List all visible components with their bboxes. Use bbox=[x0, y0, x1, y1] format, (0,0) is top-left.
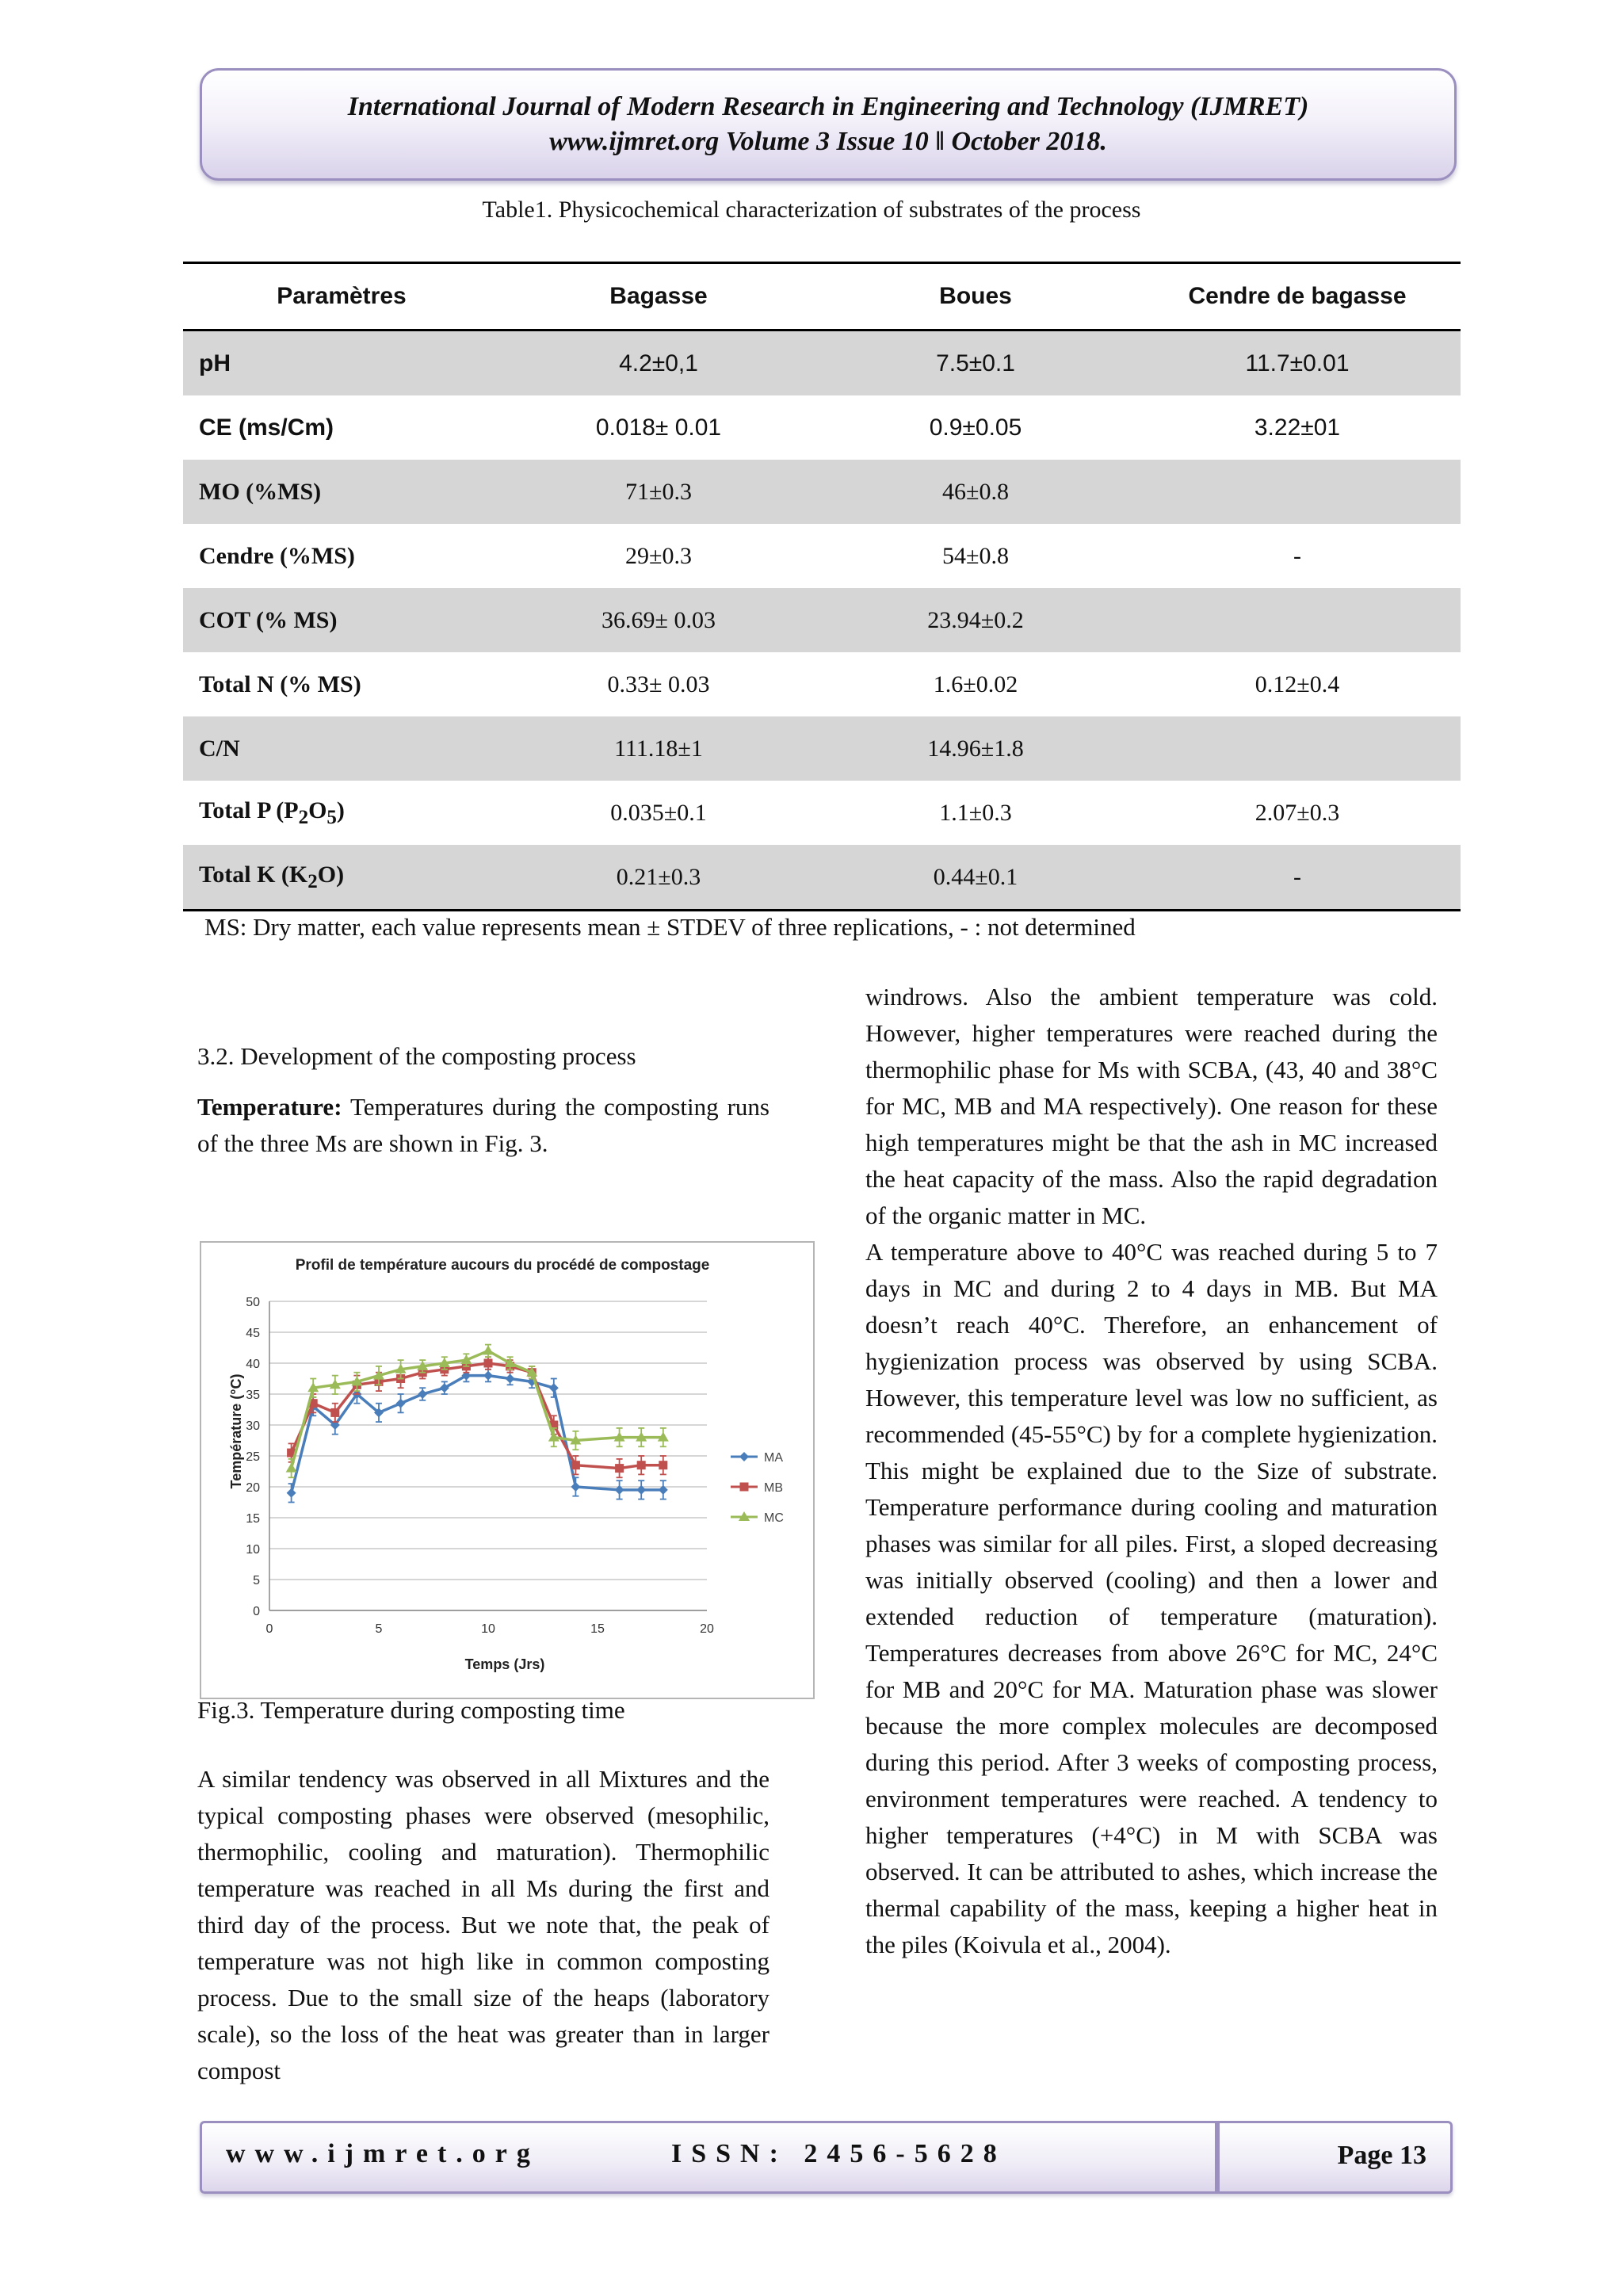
param-subscript: 2 bbox=[298, 806, 309, 828]
x-tick-label: 15 bbox=[590, 1622, 605, 1636]
chart-series-group bbox=[286, 1345, 669, 1503]
right-column bbox=[865, 979, 1438, 1963]
y-tick-label: 35 bbox=[246, 1389, 260, 1402]
cell-boues: 0.44±0.1 bbox=[817, 845, 1134, 911]
row-param bbox=[183, 781, 500, 845]
series-line bbox=[292, 1363, 663, 1469]
data-point bbox=[483, 1345, 494, 1354]
cell-boues: 23.94±0.2 bbox=[817, 588, 1134, 652]
temperature-label: Temperature: bbox=[197, 1093, 342, 1121]
table-caption: Table1. Physicochemical characterization of substrates of the process bbox=[482, 197, 1141, 223]
journal-header bbox=[200, 68, 1457, 181]
temperature-chart bbox=[200, 1241, 815, 1699]
cell-boues: 0.9±0.05 bbox=[929, 414, 1022, 441]
footer-website: www.ijmret.org bbox=[226, 2139, 540, 2168]
cell-bagasse: 36.69± 0.03 bbox=[500, 588, 817, 652]
cell-boues: 7.5±0.1 bbox=[817, 330, 1134, 396]
table-row bbox=[183, 395, 1461, 460]
cell-bagasse: 71±0.3 bbox=[500, 460, 817, 524]
cell-cendre: - bbox=[1293, 542, 1301, 569]
x-tick-label: 0 bbox=[265, 1622, 273, 1636]
legend-label: MA bbox=[764, 1451, 783, 1465]
header-bagasse: Bagasse bbox=[500, 263, 817, 330]
cell-boues: 14.96±1.8 bbox=[817, 716, 1134, 781]
y-tick-label: 25 bbox=[246, 1450, 260, 1464]
cell-cendre: 3.22±01 bbox=[1254, 414, 1341, 441]
temperature-text: Temperatures during the composting runs of the three Ms are shown in Fig. 3. bbox=[197, 1093, 769, 1157]
table-row bbox=[183, 716, 1461, 781]
param-subscript: 5 bbox=[327, 806, 337, 828]
table-row bbox=[183, 460, 1461, 524]
data-point bbox=[330, 1408, 339, 1417]
cell-cendre: 0.12±0.4 bbox=[1254, 670, 1340, 697]
row-param: CE (ms/Cm) bbox=[199, 414, 334, 441]
legend-marker bbox=[739, 1452, 749, 1461]
x-tick-label: 5 bbox=[375, 1622, 383, 1636]
cell-bagasse: 4.2±0,1 bbox=[500, 330, 817, 396]
y-tick-label: 15 bbox=[246, 1512, 260, 1526]
data-point bbox=[418, 1389, 427, 1399]
row-param: C/N bbox=[183, 716, 500, 781]
cell-boues: 46±0.8 bbox=[817, 460, 1134, 524]
table-row bbox=[183, 781, 1461, 845]
y-tick-label: 30 bbox=[246, 1419, 260, 1433]
body-paragraph: A temperature above to 40°C was reached during 5 to 7 days in MC and during 2 to 4 days in MB. But MA doesn’t reach 40°C. Therefore, an enhancement of hygienization process was observed by using SCBA. However, this temperature level was low no sufficient, as recommended (45-55°C) by for a complete hygienization. This might be explained due to the Size of substrate. Temperature performance during cooling and maturation phases was similar for all piles. First, a sloped decreasing was initially observed (cooling) and then a lower and extended reduction of temperature (maturation). Temperatures decreases from above 26°C for MC, 24°C for MB and 20°C for MA. Maturation phase was slower because the more complex molecules are decomposed during this period. After 3 weeks of composting process, environment temperatures were reached. A tendency to higher temperatures (+4°C) in M with SCBA was observed. It can be attributed to ashes, which increase the thermal capability of the mass, keeping a higher heat in the piles (Koivula et al., 2004). bbox=[865, 1238, 1438, 1958]
journal-title: International Journal of Modern Research in Engineering and Technology (IJMRET) bbox=[347, 92, 1309, 121]
data-point bbox=[549, 1383, 559, 1392]
cell-boues: 1.6±0.02 bbox=[933, 670, 1018, 697]
series-line bbox=[292, 1376, 663, 1493]
y-tick-label: 0 bbox=[253, 1605, 260, 1618]
temperature-paragraph bbox=[197, 1089, 769, 1162]
param-subscript: 2 bbox=[307, 870, 318, 892]
param-text: O bbox=[308, 797, 327, 823]
chart-y-axis-label: Température (°C) bbox=[228, 1373, 244, 1489]
header-parametres: Paramètres bbox=[183, 263, 500, 330]
cell-cendre bbox=[1134, 716, 1461, 781]
chart-svg bbox=[201, 1243, 813, 1698]
table-note: MS: Dry matter, each value represents mean ± STDEV of three replications, - : not determined bbox=[204, 913, 1136, 941]
y-tick-label: 40 bbox=[246, 1358, 260, 1371]
cell-bagasse: 0.018± 0.01 bbox=[595, 414, 722, 441]
cell-bagasse: 111.18±1 bbox=[500, 716, 817, 781]
y-tick-label: 45 bbox=[246, 1327, 260, 1340]
cell-cendre: 11.7±0.01 bbox=[1134, 330, 1461, 396]
figure-caption: Fig.3. Temperature during composting time bbox=[197, 1696, 625, 1724]
legend-marker bbox=[740, 1483, 749, 1492]
cell-cendre: 2.07±0.3 bbox=[1254, 799, 1340, 826]
header-cendre: Cendre de bagasse bbox=[1134, 263, 1461, 330]
data-point bbox=[637, 1461, 646, 1469]
data-point bbox=[615, 1464, 624, 1473]
body-paragraph: windrows. Also the ambient temperature was cold. However, higher temperatures were reached during the thermophilic phase for Ms with SCBA, (43, 40 and 38°C for MC, MB and MA respectively). One reason for these high temperatures might be that the ash in MC increased the heat capacity of the mass. Also the rapid degradation of the organic matter in MC. bbox=[865, 983, 1438, 1229]
cell-cendre: - bbox=[1134, 845, 1461, 911]
data-point bbox=[396, 1399, 406, 1408]
substrate-table bbox=[183, 262, 1461, 911]
param-text: Total P (P bbox=[199, 797, 299, 823]
series-ma bbox=[287, 1370, 668, 1503]
y-tick-label: 5 bbox=[253, 1574, 260, 1587]
table-row bbox=[183, 588, 1461, 652]
journal-issue: www.ijmret.org Volume 3 Issue 10 ǁ October 2018. bbox=[549, 127, 1107, 156]
y-tick-label: 50 bbox=[246, 1296, 260, 1309]
chart-title: Profil de température aucours du procédé de compostage bbox=[295, 1257, 710, 1274]
param-text: Total K (K bbox=[199, 861, 308, 888]
cell-cendre bbox=[1134, 588, 1461, 652]
y-tick-label: 10 bbox=[246, 1543, 260, 1557]
cell-bagasse: 0.21±0.3 bbox=[500, 845, 817, 911]
footer-page-number: Page 13 bbox=[1337, 2141, 1426, 2170]
legend-label: MC bbox=[764, 1511, 784, 1525]
table-row bbox=[183, 652, 1461, 716]
x-tick-label: 10 bbox=[481, 1622, 495, 1636]
cell-bagasse: 0.33± 0.03 bbox=[607, 670, 710, 697]
chart-legend bbox=[731, 1451, 784, 1525]
data-point bbox=[484, 1359, 493, 1368]
row-param: Total N (% MS) bbox=[199, 670, 361, 697]
param-text: O) bbox=[317, 861, 345, 888]
page-footer bbox=[200, 2121, 1453, 2194]
footer-issn: ISSN: 2456-5628 bbox=[671, 2139, 1006, 2168]
data-point bbox=[571, 1461, 580, 1469]
table-header-row bbox=[183, 263, 1461, 330]
y-tick-label: 20 bbox=[246, 1481, 260, 1495]
cell-bagasse: 0.035±0.1 bbox=[610, 799, 707, 826]
footer-divider bbox=[1215, 2123, 1220, 2191]
body-paragraph: A similar tendency was observed in all Mixtures and the typical composting phases were observed (mesophilic, thermophilic, cooling and maturation). Thermophilic temperature was reached in all Ms during the first and third day of the process. But we note that, the peak of temperature was not high like in common composting process. Due to the small size of the heaps (laboratory scale), so the loss of the heat was greater than in larger compost bbox=[197, 1765, 769, 2084]
row-param: MO (%MS) bbox=[183, 460, 500, 524]
data-point bbox=[506, 1374, 515, 1384]
legend-label: MB bbox=[764, 1481, 783, 1495]
cell-boues: 1.1±0.3 bbox=[939, 799, 1012, 826]
row-param: pH bbox=[183, 330, 500, 396]
data-point bbox=[483, 1371, 493, 1381]
row-param: Cendre (%MS) bbox=[199, 542, 355, 569]
param-text: ) bbox=[336, 797, 345, 823]
cell-cendre bbox=[1134, 460, 1461, 524]
cell-boues: 54±0.8 bbox=[942, 542, 1009, 569]
section-heading: 3.2. Development of the composting process bbox=[197, 1042, 636, 1070]
data-point bbox=[571, 1482, 580, 1492]
table-row bbox=[183, 330, 1461, 396]
data-point bbox=[659, 1461, 667, 1469]
header-boues: Boues bbox=[817, 263, 1134, 330]
table-row bbox=[183, 524, 1461, 588]
chart-x-axis-label: Temps (Jrs) bbox=[464, 1656, 545, 1672]
row-param bbox=[183, 845, 500, 911]
left-column-upper bbox=[197, 1038, 769, 1162]
cell-bagasse: 29±0.3 bbox=[625, 542, 692, 569]
table-row bbox=[183, 845, 1461, 911]
left-column-lower bbox=[197, 1761, 769, 2089]
row-param: COT (% MS) bbox=[183, 588, 500, 652]
data-point bbox=[287, 1488, 296, 1498]
x-tick-label: 20 bbox=[700, 1622, 714, 1636]
data-point bbox=[286, 1463, 297, 1473]
